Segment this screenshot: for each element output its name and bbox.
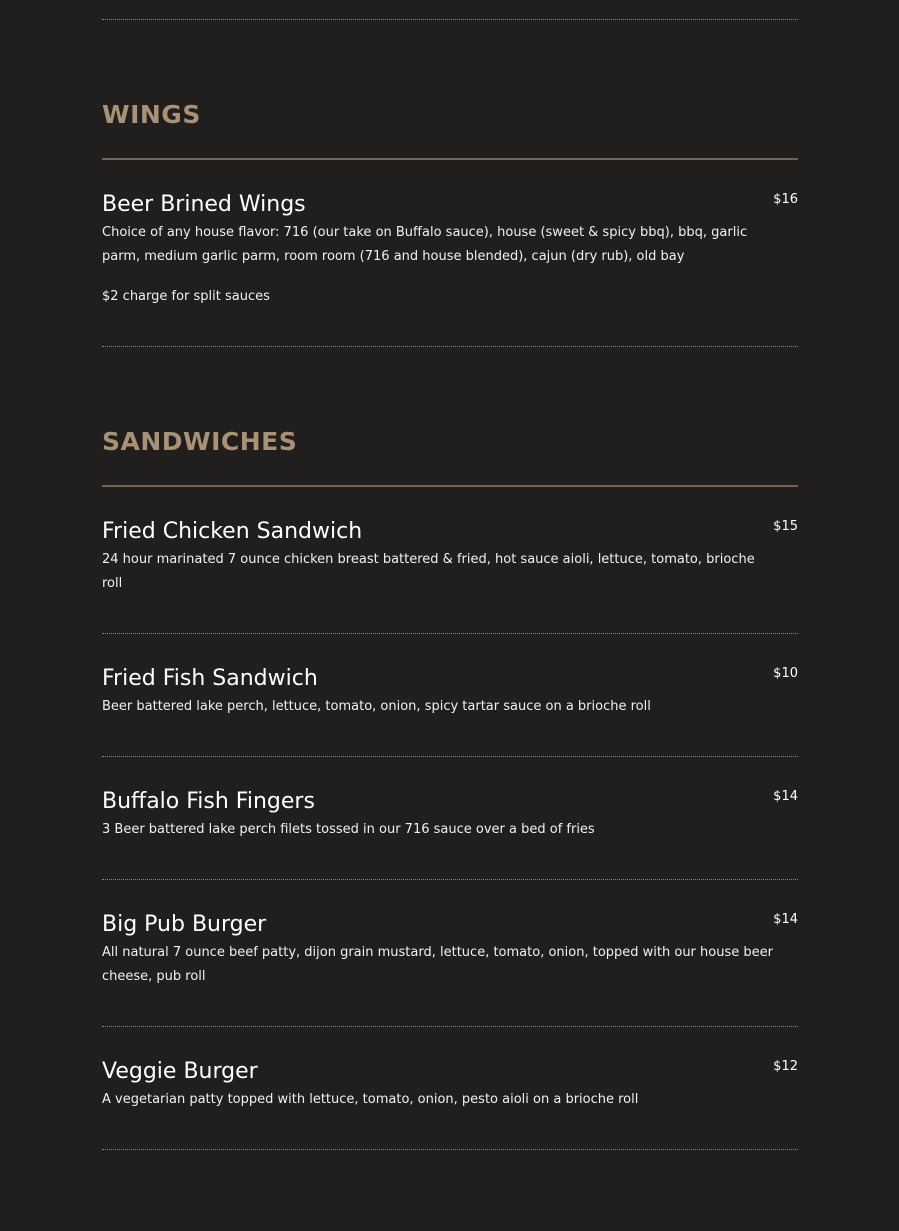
menu xyxy=(102,0,798,1150)
item-description: All natural 7 ounce beef patty, dijon grain mustard, lettuce, tomato, onion, topped with our house beer cheese, pub roll xyxy=(102,945,773,984)
item-description: A vegetarian patty topped with lettuce, tomato, onion, pesto aioli on a brioche roll xyxy=(102,1092,639,1107)
item-description: 24 hour marinated 7 ounce chicken breast battered & fried, hot sauce aioli, lettuce, tomato, brioche roll xyxy=(102,552,755,591)
menu-item-veggie-burger xyxy=(102,1027,798,1150)
item-description: Beer battered lake perch, lettuce, tomato, onion, spicy tartar sauce on a brioche roll xyxy=(102,699,651,714)
item-name: Fried Fish Sandwich xyxy=(102,666,318,691)
item-price: $12 xyxy=(773,1059,798,1074)
section-sandwiches xyxy=(102,347,798,1150)
item-name: Beer Brined Wings xyxy=(102,192,306,217)
menu-item-fried-chicken-sandwich xyxy=(102,487,798,634)
menu-item-fried-fish-sandwich xyxy=(102,634,798,757)
menu-item-big-pub-burger xyxy=(102,880,798,1027)
item-price: $14 xyxy=(773,912,798,927)
menu-item-buffalo-fish-fingers xyxy=(102,757,798,880)
item-name: Buffalo Fish Fingers xyxy=(102,789,315,814)
item-note: $2 charge for split sauces xyxy=(102,289,270,304)
item-price: $15 xyxy=(773,519,798,534)
item-price: $10 xyxy=(773,666,798,681)
item-price: $16 xyxy=(773,192,798,207)
section-wings xyxy=(102,20,798,347)
item-description: Choice of any house flavor: 716 (our take on Buffalo sauce), house (sweet & spicy bbq), bbq, garlic parm, medium garlic parm, room room (716 and house blended), cajun (dry rub), old bay xyxy=(102,225,748,264)
section-title-sandwiches: SANDWICHES xyxy=(102,427,298,456)
item-name: Veggie Burger xyxy=(102,1059,258,1084)
item-price: $14 xyxy=(773,789,798,804)
menu-item-beer-brined-wings xyxy=(102,160,798,347)
item-name: Big Pub Burger xyxy=(102,912,267,937)
section-title-wings: WINGS xyxy=(102,100,201,129)
item-name: Fried Chicken Sandwich xyxy=(102,519,363,544)
item-description: 3 Beer battered lake perch filets tossed in our 716 sauce over a bed of fries xyxy=(102,822,595,837)
divider xyxy=(102,0,798,20)
